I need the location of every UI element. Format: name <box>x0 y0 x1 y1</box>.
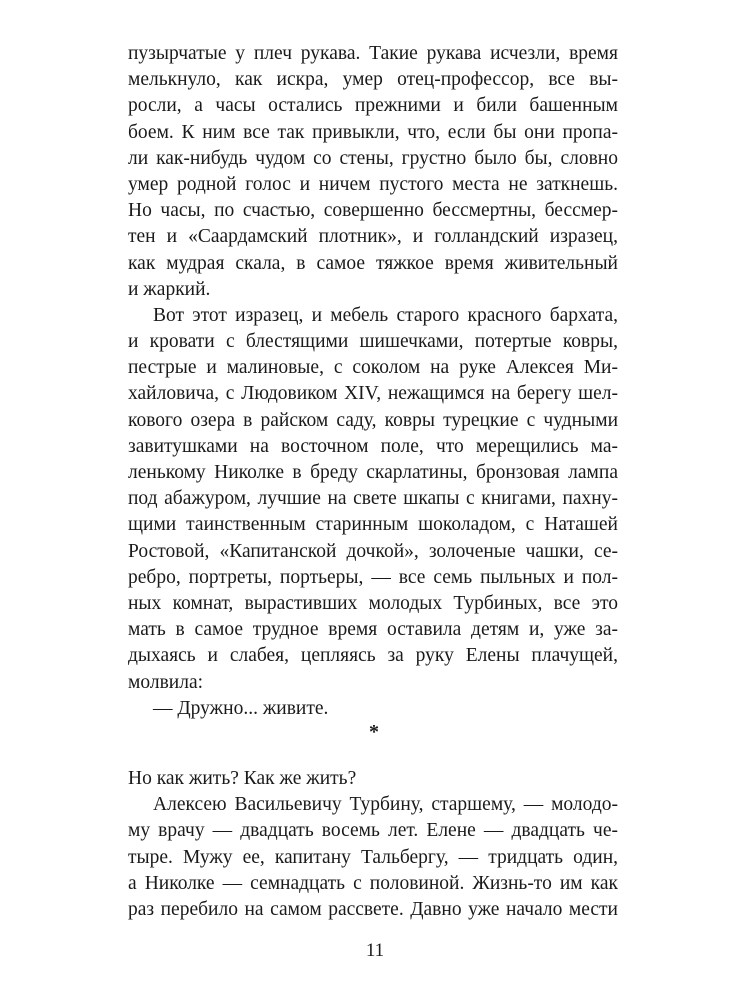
text-line: кового озера в райском саду, ковры турецкие с чудными <box>128 409 618 431</box>
text-line: мелькнуло, как искра, умер отец-профессор, все вы- <box>128 69 618 91</box>
text-line: молвила: <box>128 671 204 693</box>
text-line: а Николке — семнадцать с половиной. Жизнь-то им как <box>128 872 618 894</box>
text-line: тен и «Саардамский плотник», и голландский изразец, <box>128 226 618 248</box>
text-line: как мудрая скала, в самое тяжкое время живительный <box>128 252 618 274</box>
text-block-bottom <box>128 766 618 923</box>
text-line: умер родной голос и ничем пустого места не заткнешь. <box>128 173 618 195</box>
text-line: и кровати с блестящими шишечками, потертые ковры, <box>128 331 618 353</box>
text-line: пестрые и малиновые, с соколом на руке Алексея Ми- <box>128 357 618 379</box>
text-line: ных комнат, вырастивших молодых Турбиных, все это <box>128 592 618 614</box>
text-line: ленькому Николке в бреду скарлатины, бронзовая лампа <box>128 462 618 483</box>
text-line: щими таинственным старинным шоколадом, с Наташей <box>128 514 618 536</box>
text-line: ребро, портреты, портьеры, — все семь пыльных и пол- <box>128 566 618 588</box>
text-line: Но часы, по счастью, совершенно бессмертны, бессмер- <box>128 200 618 222</box>
text-line: под абажуром, лучшие на свете шкапы с книгами, пахну- <box>128 488 618 510</box>
paragraph-start-line: Алексею Васильевичу Турбину, старшему, — молодо- <box>153 794 618 816</box>
text-line: му врачу — двадцать восемь лет. Елене — двадцать че- <box>128 820 618 842</box>
paragraph-start-line: Вот этот изразец, и мебель старого красного бархата, <box>153 304 618 326</box>
text-line: мать в самое трудное время оставила детям и, уже за- <box>128 619 618 641</box>
text-line: хайловича, с Людовиком XIV, нежащимся на берегу шел- <box>128 383 618 405</box>
text-line: завитушками на восточном поле, что мерещились ма- <box>128 435 618 457</box>
text-line: пузырчатые у плеч рукава. Такие рукава исчезли, время <box>128 43 618 64</box>
text-line: Ростовой, «Капитанской дочкой», золоченые чашки, се- <box>128 540 618 562</box>
text-line: и жаркий. <box>128 278 211 300</box>
text-line: боем. К ним все так привыкли, что, если бы они пропа- <box>128 121 618 143</box>
text-block-top <box>128 41 618 722</box>
text-line: тыре. Мужу ее, капитану Тальбергу, — тридцать один, <box>128 846 618 868</box>
section-separator: * <box>369 721 379 743</box>
text-line: Но как жить? Как же жить? <box>128 768 357 789</box>
dialogue-line: — Дружно... живите. <box>153 697 329 719</box>
text-line: дыхаясь и слабея, цепляясь за руку Елены плачущей, <box>128 645 618 667</box>
page-number: 11 <box>365 940 385 961</box>
text-line: росли, а часы остались прежними и били башенным <box>128 95 618 117</box>
text-line: раз перебило на самом рассвете. Давно уже начало мести <box>128 898 618 920</box>
text-line: ли как-нибудь чудом со стены, грустно было бы, словно <box>128 147 618 169</box>
